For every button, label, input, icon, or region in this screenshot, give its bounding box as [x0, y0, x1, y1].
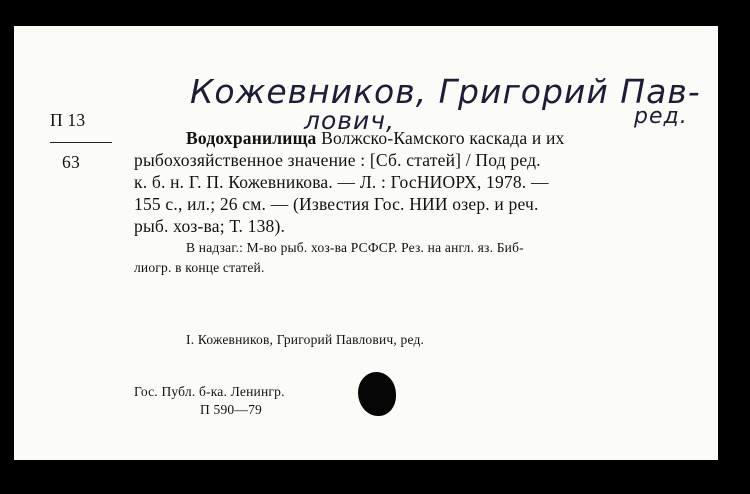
added-entry: I. Кожевников, Григорий Павлович, ред.: [186, 332, 425, 347]
entry-line-1: [186, 128, 565, 149]
entry-line-2: рыбохозяйственное значение : [Сб. статей] / Под ред.: [134, 150, 541, 170]
entry-title-rest: Волжско-Камского каскада и их: [321, 128, 565, 148]
entry-line-4: 155 с., ил.; 26 см. — (Известия Гос. НИИ озер. и реч.: [134, 194, 539, 214]
notes-line-2: лиогр. в конце статей.: [134, 260, 265, 275]
notes-line-1: В надзаг.: М-во рыб. хоз-ва РСФСР. Рез. на англ. яз. Биб-: [186, 240, 524, 255]
entry-line-5: рыб. хоз-ва; Т. 138).: [134, 216, 286, 236]
handwritten-editor-note: ред.: [634, 104, 688, 129]
entry-title: Водохранилища: [186, 128, 317, 148]
shelfmark-divider: [50, 142, 112, 143]
handwritten-heading-cont: лович,: [304, 106, 395, 135]
entry-line-3: к. б. н. Г. П. Кожевникова. — Л. : ГосНИОРХ, 1978. —: [134, 172, 549, 192]
shelfmark-bottom: 63: [62, 152, 80, 172]
shelfmark-top: П 13: [50, 110, 86, 130]
catalog-card: [14, 26, 718, 460]
ink-stamp: [358, 372, 396, 416]
library-name: Гос. Публ. б-ка. Ленингр.: [134, 384, 285, 399]
handwritten-heading: Кожевников, Григорий Пав-: [190, 72, 701, 111]
library-number: П 590—79: [200, 402, 262, 417]
